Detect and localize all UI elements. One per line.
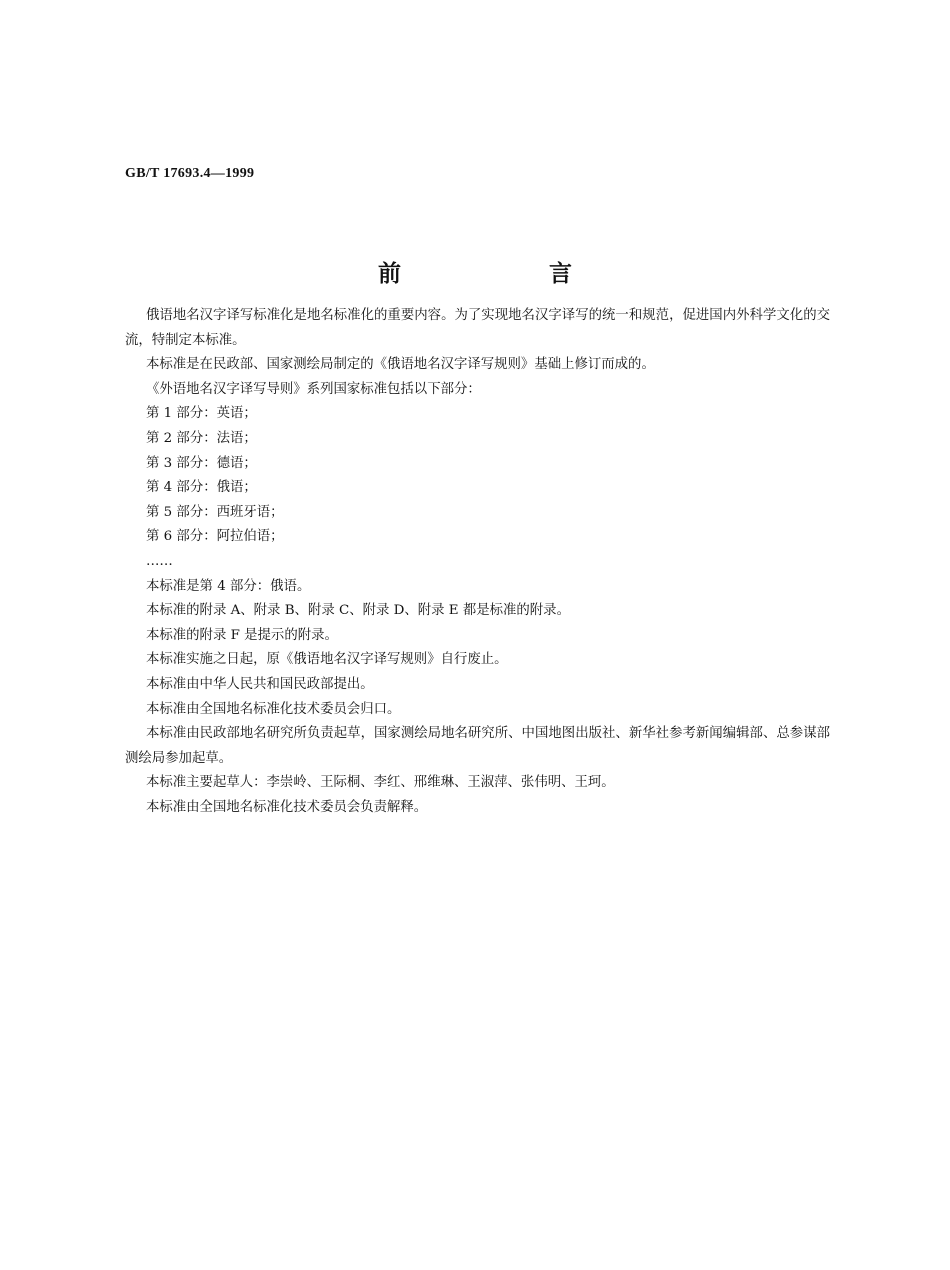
standard-number: GB/T 17693.4—1999 [125,166,255,181]
list-item: 第 2 部分：法语； [146,430,257,446]
paragraph: 《外语地名汉字译写导则》系列国家标准包括以下部分： [146,381,481,397]
page-title: 前 言 [377,260,642,287]
list-item: 第 6 部分：阿拉伯语； [146,529,284,545]
paragraph: 本标准的附录 A、附录 B、附录 C、附录 D、附录 E 都是标准的附录。 [146,603,570,619]
paragraph: 本标准主要起草人：李崇岭、王际桐、李红、邢维琳、王淑萍、张伟明、王珂。 [146,775,615,791]
list-item: 第 1 部分：英语； [146,406,257,422]
paragraph: 本标准的附录 F 是提示的附录。 [146,627,338,643]
paragraph: 本标准是在民政部、国家测绘局制定的《俄语地名汉字译写规则》基础上修订而成的。 [146,357,655,373]
list-ellipsis: …… [146,553,173,569]
paragraph: 本标准由全国地名标准化技术委员会归口。 [146,701,401,717]
paragraph: 本标准实施之日起，原《俄语地名汉字译写规则》自行废止。 [146,652,508,668]
foreword-body [125,304,830,820]
paragraph: 本标准由民政部地名研究所负责起草，国家测绘局地名研究所、中国地图出版社、新华社参考新闻编辑部、总参谋部测绘局参加起草。 [125,726,830,766]
list-item: 第 5 部分：西班牙语； [146,504,284,520]
list-item: 第 4 部分：俄语； [146,480,257,496]
list-item: 第 3 部分：德语； [146,455,257,471]
paragraph: 本标准是第 4 部分：俄语。 [146,578,311,594]
paragraph: 本标准由全国地名标准化技术委员会负责解释。 [146,799,428,815]
paragraph: 俄语地名汉字译写标准化是地名标准化的重要内容。为了实现地名汉字译写的统一和规范，促进国内外科学文化的交流，特制定本标准。 [125,308,830,348]
paragraph: 本标准由中华人民共和国民政部提出。 [146,676,374,692]
